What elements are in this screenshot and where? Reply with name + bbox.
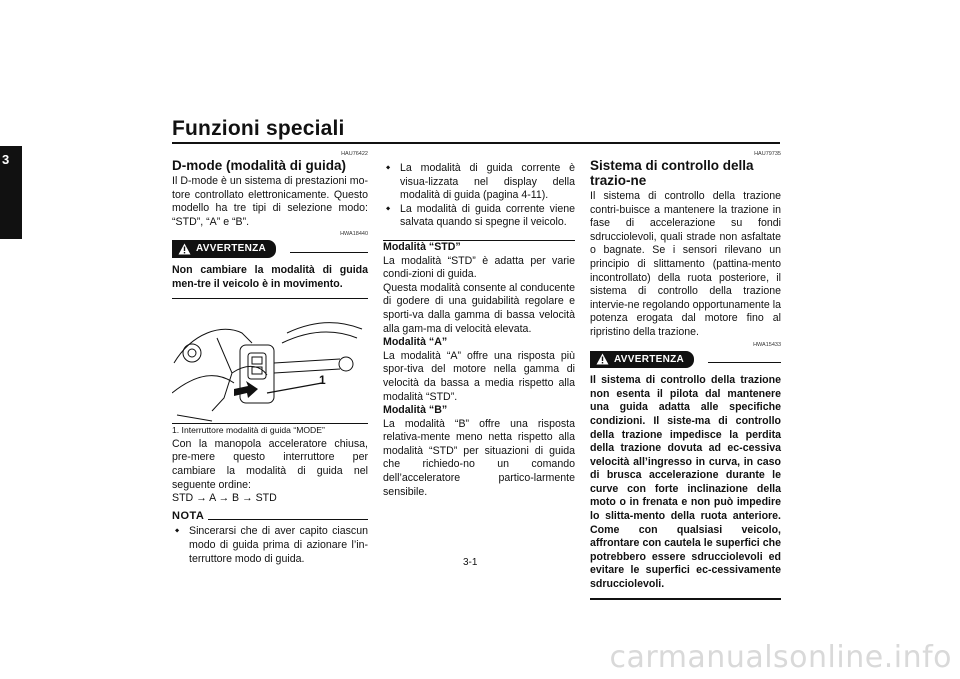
nota-list <box>172 525 368 566</box>
warning-header <box>590 351 781 369</box>
callout-1: 1 <box>319 373 326 388</box>
list-item: ⬥ Sincerarsi che di aver capito ciascun modo di guida prima di azionare l’in-terruttore modo di guida. <box>172 525 368 566</box>
section-heading-dmode: D-mode (modalità di guida) <box>172 158 346 173</box>
warning-badge <box>590 351 694 369</box>
mode-a-title: Modalità “A” <box>383 336 448 349</box>
section-code: HAU79735 <box>754 151 781 157</box>
warning-code: HWA15433 <box>753 341 781 348</box>
warning-triangle-icon <box>178 243 191 255</box>
column-1 <box>172 151 368 566</box>
mode-a-text: La modalità “A” offre una risposta più spor-tiva del motore nella gamma di velocità da bassa a media rispetto alla modalità “STD”. <box>383 349 575 403</box>
traction-control-text: Il sistema di controllo della trazione contri-buisce a mantenere la trazione in fase di accelerazione su fondi sdrucciolevoli, quali strade non asfaltate o bagnate. Se i sensori rilevano un principio di slittamento (pattina-mento incontrollato) della ruota posteriore, il sistema di controllo della trazione intervie-ne regolando opportunamente la potenza erogata dal motore fino al ripristino della trazione. <box>590 190 781 338</box>
list-item: ⬥ La modalità di guida corrente viene salvata quando si spegne il veicolo. <box>383 203 575 230</box>
mode-b-title: Modalità “B” <box>383 404 448 417</box>
warning-text: Il sistema di controllo della trazione non esenta il pilota dal mantenere una guida adatta alle specifiche condizioni. Il siste-ma di controllo della trazione impedisce la perdita della trazione dovuta ad ec-cessiva velocità all’ingresso in curva, in caso di brusca accelerazione durante le curve con forte inclinazione della moto o in frenata e non può impedire lo slitta-mento della ruota anteriore. Come con qualsiasi veicolo, affrontare con cautela le superfici che potrebbero essere sdrucciolevoli ed evitare le superfici ec-cessivamente sdrucciolevoli. <box>590 374 781 591</box>
arrow-icon <box>234 381 258 398</box>
nota-label: NOTA <box>172 509 205 522</box>
chapter-tab <box>0 146 22 239</box>
warning-label: AVVERTENZA <box>196 243 267 255</box>
page-number: 3-1 <box>463 557 478 568</box>
handlebar-switch-illustration <box>172 303 368 423</box>
illustration-drawing <box>172 303 368 423</box>
mode-std-text: La modalità “STD” è adatta per varie condi-zioni di guida. Questa modalità consente al conducente di godere di una guidabilità regolare e sporti-va dalla gamma di bassa velocità alla gam-ma di velocità elevata. <box>383 254 575 335</box>
warning-code: HWA18440 <box>340 231 368 238</box>
mode-std-title: Modalità “STD” <box>383 240 461 253</box>
page-title: Funzioni speciali <box>172 117 345 140</box>
divider <box>590 598 781 600</box>
warning-header <box>172 240 368 258</box>
column-2 <box>383 162 575 499</box>
mode-sequence: STD → A → B → STD <box>172 492 277 505</box>
warning-text: Non cambiare la modalità di guida men-tre il veicolo è in movimento. <box>172 263 368 290</box>
column-3 <box>590 151 781 600</box>
divider <box>172 298 368 299</box>
list-item: ⬥ La modalità di guida corrente è visua-lizzata nel display della modalità di guida (pagina 4-11). <box>383 162 575 203</box>
chapter-number: 3 <box>2 152 10 167</box>
warning-label: AVVERTENZA <box>614 353 685 365</box>
section-heading-traction-control: Sistema di controllo della trazio-ne <box>590 158 754 188</box>
illustration-caption: 1. Interruttore modalità di guida “MODE” <box>172 425 325 436</box>
title-rule <box>172 142 780 144</box>
dmode-intro: Il D-mode è un sistema di prestazioni mo-tore controllato elettronicamente. Questo modello ha tre tipi di selezione modo: “STD”, “A” e “B”. <box>172 175 368 228</box>
mode-b-text: La modalità “B” offre una risposta relativa-mente meno netta rispetto alla modalità “STD” per situazioni di guida che richiedo-no un comando dell’acceleratore partico-larmente sensibile. <box>383 417 575 498</box>
warning-triangle-icon <box>596 353 609 365</box>
section-code: HAU76422 <box>341 151 368 157</box>
dmode-switch-instructions: Con la manopola acceleratore chiusa, pre-mere questo interruttore per cambiare la modalità di guida nel seguente ordine: <box>172 437 368 491</box>
nota-list-continued <box>383 162 575 230</box>
warning-badge <box>172 240 276 258</box>
nota-header <box>172 510 368 524</box>
watermark: carmanualsonline.info <box>609 640 952 675</box>
